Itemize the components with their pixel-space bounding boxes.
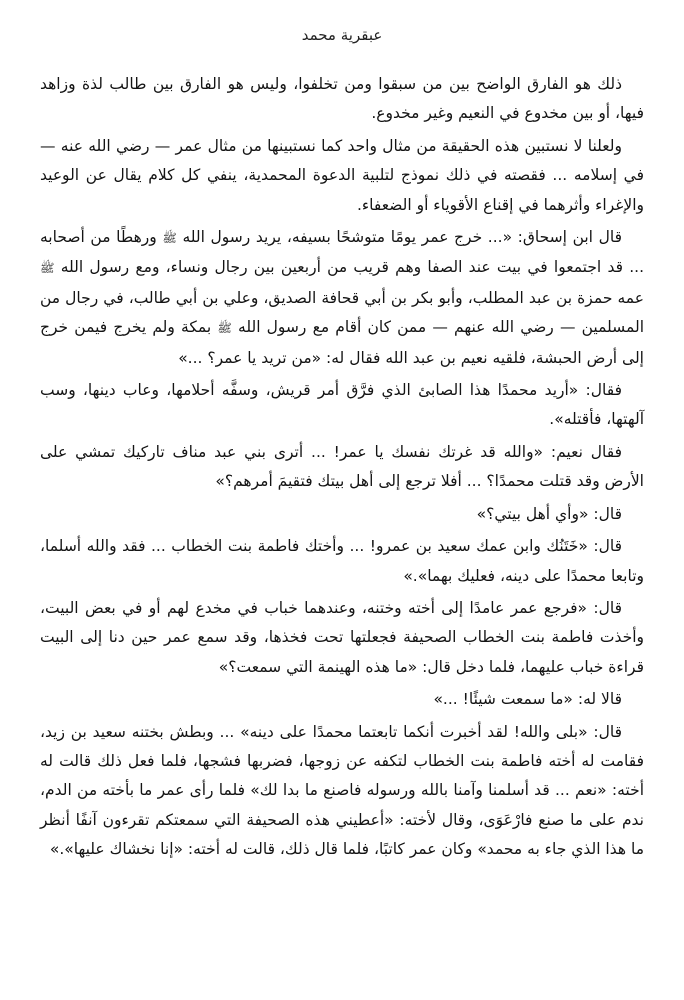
salla-glyph: ﷺ [217,321,232,336]
page-body [40,70,644,868]
paragraph: قال: «خَتَنُك وابن عمك سعيد بن عمرو! ... وأختك فاطمة بنت الخطاب ... فقد والله أسلما، وتابعا محمدًا على دينه، فعليك بهما».» [40,537,644,585]
paragraph: فقال نعيم: «والله قد غرتك نفسك يا عمر! ... أترى بني عبد مناف تاركيك تمشي على الأرض وقد قتلت محمدًا؟ ... أفلا ترجع إلى أهل بيتك فتقيمَ أمرهم؟» [40,442,644,491]
paragraph: قالا له: «ما سمعت شيئًا! ...» [433,690,622,709]
paragraph: ذلك هو الفارق الواضح بين من سبقوا ومن تخلفوا، وليس هو الفارق بين طالب لذة وزاهد فيها، أو بين مخدوع في النعيم وغير مخدوع. [40,75,644,123]
salla-glyph: ﷺ [40,261,55,276]
running-header: عبقرية محمد [301,26,383,44]
paragraph: قال ابن إسحاق: «... خرج عمر يومًا متوشحًا بسيفه، يريد رسول الله ﷺ ورهطًا من أصحابه ... قد اجتمعوا في بيت عند الصفا وهم قريب من أربعين بين رجال ونساء، ومع رسول الله ﷺ عمه حمزة بن عبد المطلب، وأبو بكر بن أبي قحافة الصديق، وعلي بن أبي طالب، في رجال من المسلمين — رضي الله عنهم — ممن كان أقام مع رسول الله ﷺ بمكة ولم يخرج فيمن خرج إلى أرض الحبشة، فلقيه نعيم بن عبد الله فقال له: «من تريد يا عمر؟ ...» [40,228,644,367]
paragraph: قال: «فرجع عمر عامدًا إلى أخته وختنه، وعندهما خباب في مخدع لهم أو في بعض البيت، وأخذت فاطمة بنت الخطاب الصحيفة فجعلتها تحت فخذها، وقد سمع عمر حين دنا إلى البيت قراءة خباب عليهما، فلما دخل قال: «ما هذه الهينمة التي سمعت؟» [40,598,644,676]
paragraph: فقال: «أريد محمدًا هذا الصابئ الذي فرَّق أمر قريش، وسفَّه أحلامها، وعاب دينها، وسب آلهتها، فأقتله». [40,381,644,429]
paragraph: ولعلنا لا نستبين هذه الحقيقة من مثال واحد كما نستبينها من مثال عمر — رضي الله عنه — في إسلامه ... فقصته في ذلك نموذج لتلبية الدعوة المحمدية، ينفي كل كلام يقال عن الوعيد والإغراء وأثرهما في إقناع الأقوياء أو الضعفاء. [40,136,644,214]
paragraph: قال: «وأي أهل بيتي؟» [476,504,622,523]
salla-glyph: ﷺ [162,231,177,246]
paragraph: قال: «بلى والله! لقد أخبرت أنكما تابعتما محمدًا على دينه» ... وبطش بختنه سعيد بن زيد، فقامت له أخته فاطمة بنت الخطاب لتكفه عن زوجها، فضربها فشجها، فلما فعل ذلك قالت له أخته: «نعم ... قد أسلمنا وآمنا بالله ورسوله فاصنع ما بدا لك» فلما رأى عمر ما بأخته من الدم، ندم على ما صنع فارْعَوَى، وقال لأخته: «أعطيني هذه الصحيفة التي سمعتكم تقرءون آنفًا أنظر ما هذا الذي جاء به محمد» وكان عمر كاتبًا، فلما قال ذلك، قالت له أخته: «إنا نخشاك عليها».» [40,722,644,859]
